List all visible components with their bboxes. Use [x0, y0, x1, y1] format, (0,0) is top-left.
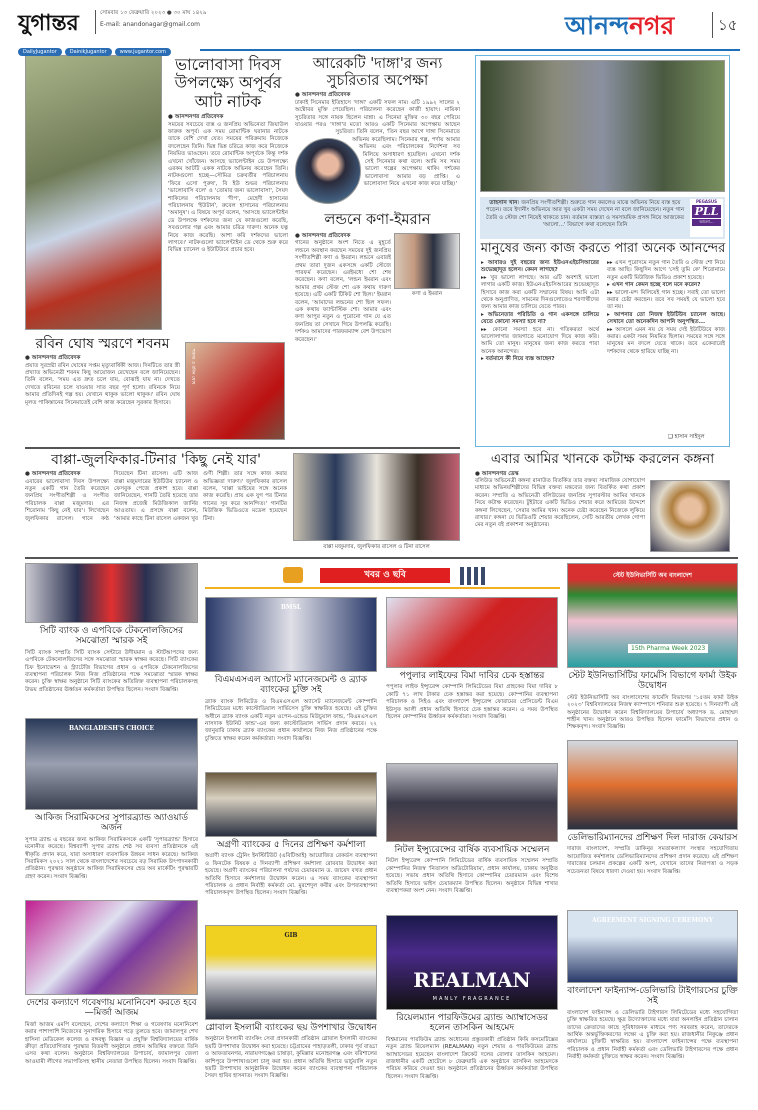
news-item [567, 563, 738, 735]
answer: ▸▸ ভালো-মন্দ মিলিয়েই গান হচ্ছে। সবাই তো ভালো করার চেষ্টা করছেন। তবে সব সময়ই যে ভালো হবে তা নয়। [607, 289, 725, 311]
news-item [205, 772, 377, 920]
photo-subtext: MANLY FRAGRANCE [432, 996, 512, 1002]
story-bappa [25, 452, 287, 553]
news-item [386, 763, 558, 910]
section-title [565, 6, 674, 49]
story-sucharita [295, 56, 460, 210]
banner-rule [205, 587, 560, 589]
news-photo [25, 900, 198, 995]
headline: বাপ্পা-জুলফিকার-টিনার 'কিছু নেই যার' [51, 452, 261, 468]
banner-title: খবর ও ছবি [320, 568, 450, 583]
body-text: ঢাকাই সিনেমার ইতিহাসে 'দাঙ্গা' একটি সফল নাম। এটি ১৯৯২ সালের ২ অক্টোবর মুক্তি পেয়েছিল। পরিচালনা করেছেন কাজী হায়াৎ। নায়িকা সুচরিতার সঙ্গে নায়ক ছিলেন মান্না। এ সিনেমা মুক্তির ৩০ বছর পেরিয়ে যাওয়ার পরও 'দাঙ্গা'র মতো আরও একটি সিনেমার অপেক্ষায় আছেন সুচরিতা। তিনি বলেন, 'তিন বছর আগে দাঙ্গা সিনেমাতে অভিনয় করেছিলাম। সিনেমার গল্প, পর্দায় আমার অভিনয় এবং পরিচালকের নির্দেশনা সব মিলিয়ে অসাধারণ হয়েছিল। এখনো দর্শক সেই সিনেমার কথা বলে। আমি সব সময় ভালো গল্পের অপেক্ষায় থাকি। দর্শকের ভালোবাসা আমার বড় প্রাপ্তি। এ ভালোবাসা নিয়ে এখনো কাজ করে যাচ্ছি।' [295, 99, 460, 188]
headline: ভালোবাসা দিবস উপলক্ষ্যে অপূর্বর আট নাটক [174, 55, 282, 111]
sponsor-tag: আলো... [692, 219, 721, 226]
story-kangana [475, 452, 645, 553]
masthead-logo[interactable]: যুগান্তর [18, 10, 79, 36]
answer: ▸▸ আসলে এমন নয় যে সময় দেই ইউটিউবে কাজ করার। একটা সময় নিয়মিত ছিলাম। সময়ের সঙ্গে সঙ্গে মানুষের মন বদলে যেতে থাকে। তবে একেবারেই দর্শকদের থেকে হারিয়ে যাচ্ছি না। [607, 326, 725, 355]
news-photo [25, 718, 198, 810]
news-headline: বিএমএসএল অ্যাসেট ম্যানেজমেন্ট ও ব্র্যাক ব্যাংকের চুক্তি সই [214, 675, 368, 696]
qa-body [479, 260, 727, 431]
email[interactable]: E-mail: anandonagar@gmail.com [100, 21, 200, 28]
news-body: সুপার ব্র্যান্ড এ বছরের জন্য আকিজ সিরামিকসকে একটি 'সুপারব্র্যান্ড' হিসাবে মনোনীত করেছে। বিশ্বব্যাপী সুপার ব্র্যান্ড শেষ্ঠ সব ব্যবসা প্রতিষ্ঠানকে এই স্বীকৃতি প্রদান করে, যারা অসাধারণ ব্যবসায়িক উন্নয়ন সাধন করেছে। আকিজ সিরামিকস ২০২১ সাল থেকে বাংলাদেশের সবচেয়ে বড় সিরামিক উৎপাদনকারী প্রতিষ্ঠান। পুরস্কার অনুষ্ঠানে আকিজ সিরামিকসের হেড অব মার্কেটিং পুরস্কারটি গ্রহণ করেন। সংবাদ বিজ্ঞপ্তি। [25, 836, 198, 880]
news-photo [567, 740, 738, 830]
news-headline: অগ্রণী ব্যাংকের ৫ দিনের প্রশিক্ষণ কর্মশালা [216, 840, 366, 850]
news-item [386, 915, 558, 1108]
section-divider [25, 557, 738, 559]
news-body: সিটি ব্যাংক সম্প্রতি সিটি ব্যাংক সেন্টারে উদীয়মান ও স্টার্টআপদের জন্য এপবিকে টেকনোলজিসের সঙ্গে সমঝোতা স্মারক স্বাক্ষর করেছে। সিটি ব্যাংকের চিফ ইনোভেশন ও স্ট্র্যাটেজি বিভাগের প্রধান ও এপবিকে টেকনোলজিসের ব্যবস্থাপনা পরিচালক নিজ নিজ প্রতিষ্ঠানের পক্ষে সমঝোতা স্মারক স্বাক্ষর করেন। চুক্তি স্বাক্ষর অনুষ্ঠানে সিটি ব্যাংকের অতিরিক্ত ব্যবস্থাপনা পরিচালকসহ উভয় প্রতিষ্ঠানের ঊর্ধ্বতন কর্মকর্তারা উপস্থিত ছিলেন। সংবাদ বিজ্ঞপ্তি। [25, 649, 198, 693]
answer: ▸▸ এখন পুরোদমে নতুন গান তৈরি ও স্টেজ শো নিয়ে ব্যস্ত আছি। কিছুদিন আগে 'সেই তুমি কে' শিরোনামে নতুন একটি মিউজিক ভিডিও প্রকাশ হয়েছে। [607, 259, 725, 281]
date-line: সোমবার ১৩ ফেব্রুয়ারি ২০২৩ ● ৩০ মাঘ ১৪২৯ [100, 10, 207, 16]
question: ▸ বর্তমানে কী নিয়ে ব্যস্ত আছেন? [481, 356, 555, 363]
question: ▸ অভিনেতার পরিচিতি ও গান একসঙ্গে চালিয়ে যেতে কোনো সমস্যা হবে না? [481, 311, 599, 326]
news-item [25, 718, 198, 896]
article-body [475, 471, 645, 553]
photo-apurba-guitar [25, 55, 162, 330]
headline: এবার আমির খানকে কটাক্ষ করলেন কঙ্গনা [490, 451, 715, 467]
photo-text: BMSL [280, 604, 302, 611]
news-item [205, 925, 377, 1108]
news-photo [25, 563, 198, 623]
news-photo [386, 915, 558, 1010]
article-body [295, 233, 391, 343]
news-headline: গ্লোবাল ইসলামী ব্যাংকের ছয় উপশাখার উদ্বোধন [205, 1023, 377, 1033]
news-body: মির্জা আজম এমপি বলেছেন, দেশের কল্যাণে শিক্ষা ও গবেষণায় মনোনিবেশ করার পাশাপাশি নিজেদের সুনাগরিক হিসাবে গড়ে তুলতে হবে। জামালপুর শেখ হাসিনা মেডিকেল কলেজ ও বঙ্গবন্ধু বিজ্ঞান ও প্রযুক্তি বিশ্ববিদ্যালয়ের বার্ষিক ক্রীড়া প্রতিযোগিতার পুরস্কার বিতরণী অনুষ্ঠানে প্রধান অতিথির বক্তব্যে তিনি এসব কথা বলেন। অনুষ্ঠানে বিশ্ববিদ্যালয়ের উপাচার্য, জামালপুর জেলা আওয়ামী লীগের সভাপতিসহ স্থানীয় নেতারা উপস্থিত ছিলেন। সংবাদ বিজ্ঞপ্তি। [25, 1021, 198, 1065]
body-text: সময়ের সবচেয়ে ব্যস্ত ও জনপ্রিয় অভিনেতা জিয়াউল ফারুক অপূর্ব। এক সময় রোমান্টিক ঘরানার নাটকে তাকে বেশি দেখা যেত। সময়ের পরিক্রমায় নিজেকে বদলেছেন তিনি। ভিন্ন ভিন্ন চরিত্রে কাজ করে নিজেকে নিয়মিত ভাঙছেন। তবে রোমান্টিক অপূর্বকে কিন্তু দর্শক এখনো খোঁজেন। আসছে ভ্যালেন্টাইন ডে উপলক্ষ্যে এরকম আটটি একক নাটকে অভিনয় করেছেন তিনি। নাটকগুলো হচ্ছে—সৌমিত্র চক্রবর্তীর পরিচালনায় 'ফিরে এসো পুরুষ', বি ইউ শুভর পরিচালনায় 'ভালোবাসি বলে' ও 'তোমার জন্য ভালোবাসা', সৈয়দ শাকিলের পরিচালনায় 'দীপ', মেহেদী হাসানের পরিচালনায় 'ইউটার্ন', রুবেল হাসানের পরিচালনায় 'অমানুষ'। এ বিষয়ে অপূর্ব বলেন, 'আসছে ভ্যালেন্টাইন ডে উপলক্ষে দর্শকদের জন্য যে কাজগুলো করেছি, সবগুলোর গল্প এবং আমার চরিত্র দারুণ। অনেক যত্ন নিয়ে কাজ করেছি। আশা করি দর্শকদের ভালো লাগবে।' নাটকগুলো ভ্যালেন্টাইন ডে থেকে শুরু করে বিভিন্ন চ্যানেল ও ইউটিউবে প্রচার হবে। [168, 121, 288, 254]
photo-text: GIB [284, 932, 298, 939]
interviewee-name: তাহসান খান [489, 200, 518, 206]
photo-shabnam-robin [185, 342, 285, 440]
news-body: অনুষ্ঠানে ইসলামী ব্যাংকিং সেবা প্রদানকারী প্রতিষ্ঠান গ্লোবাল ইসলামী ব্যাংকের ছয়টি উপশাখার উদ্বোধন করা হয়েছে। চট্টগ্রামের পাহাড়তলী, ঢাকার পূর্ব বাড্ডা ও আফতাবনগর, নারায়ণগঞ্জের চাষাড়া, কুমিল্লার মনোহরগঞ্জ এবং বরিশালের কাশিপুরে উপশাখাগুলো চালু করা হয়। প্রধান অতিথি হিসাবে ভার্চুয়ালি নতুন ছয়টি উপশাখার আনুষ্ঠানিক উদ্বোধন করেন ব্যাংকের ব্যবস্থাপনা পরিচালক সৈয়দ হাবিব হাসনাত। সংবাদ বিজ্ঞপ্তি। [205, 1036, 377, 1080]
byline: ● আনন্দনগর প্রতিবেদক [25, 355, 81, 362]
news-headline: স্টেট ইউনিভার্সিটির ফার্মেসি বিভাগে ফার্মা উইক উদ্বোধন [568, 671, 737, 692]
body-text: বলিউড অভিনেত্রী কঙ্গনা রানাউত বিতর্কিত তার বক্তব্য সামাজিক যোগাযোগ মাধ্যমে অভিনয়শিল্পীদের বিভিন্ন বক্তব্য মন্তব্যের জন্য বিতর্কিত কথা প্রকাশ করেন। সম্প্রতি এ অভিনেত্রী বলিউডের জনপ্রিয় সুপারস্টার আমির খানকে নিয়ে কটাক্ষ করেছেন। টুইটারে একটি ভিডিও শেয়ার করে আমিরের উদ্দেশে কঙ্গনা লিখেছেন, 'সেরার আমির খান। অনেক চেষ্টা করেছেন নিজেকে লুকিয়ে রাখার।' কঙ্গনা যে ভিডিওটি শেয়ার করেছিলেন, সেটি আরতীয় লেখক গোপা মের নতুন বই প্রকাশনা অনুষ্ঠানের। [475, 477, 645, 529]
news-item [25, 563, 198, 713]
section-divider [25, 447, 460, 449]
news-photo [205, 597, 377, 672]
body-text: এবারের ভালোবাসা দিবস উপলক্ষ্যে নতুন একটি গান তৈরি করেছেন জনপ্রিয় সংগীতশিল্পী ও সংগীত পরিচালক বাপ্পা মজুমদার। এর শিরোনাম 'কিছু নেই যার'। লিখেছেন জুলফিকার রাসেল। গানে কণ্ঠ দিয়েছেন টিনা রাসেল। এটি আজ বাপ্পা মজুমদারের ইউটিউব চ্যানেল ও ফেসবুক পেজে প্রকাশ হবে। বাপ্পা জানিয়েছেন, গানটি তৈরি হয়েছে তার নিজস্ব প্রজেক্ট মিউজিকাল জার্নির আওতায়। এ প্রসঙ্গে বাপ্পা বলেন, 'আমার কাছে টিনা রাসেল একজন খুব গুণী শিল্পী। তার সঙ্গে কাজ করার অভিজ্ঞতা দারুণ।' জুলফিকার রাসেল বলেন, 'বাপ্পা ভাইয়ের সঙ্গে অনেক কাজ করেছি। প্রায় এক যুগ পর টিনার গানের সুর করে আনন্দিত।' গানটির মিউজিক ভিডিওতে মডেল হয়েছেন টিনা। [25, 471, 287, 522]
news-headline: আকিজ সিরামিকসের সুপারব্র্যান্ড অ্যাওয়ার্ড অর্জন [34, 813, 189, 834]
news-photo [386, 763, 558, 842]
photo-credit: শবনম ও রবিন ঘোষ [190, 349, 195, 385]
sponsor-name: PLL [692, 205, 721, 218]
news-headline: নিটল ইন্স্যুরেন্সের বার্ষিক ব্যবসায়িক সম্মেলন [394, 845, 550, 855]
byline: ● আনন্দনগর প্রতিবেদক [168, 114, 224, 121]
byline: ● আনন্দনগর ডেস্ক [475, 470, 519, 477]
question: ▸ আপনার তো নিজস্ব ইউটিউব চ্যানেল আছে। সেখানে তো অনেকদিন আপনি অনুপস্থিত... [607, 311, 725, 326]
photo-banner-text: 15th Pharma Week 2023 [628, 644, 708, 653]
article-body [168, 114, 288, 332]
news-photo [567, 910, 738, 983]
news-body: স্টেট ইউনিভার্সিটি অব বাংলাদেশের ফার্মেসি বিভাগের '১৫তম ফার্মা উইক ২০২৩' বিশ্ববিদ্যালয়ের নিজস্ব ক্যাম্পাসে শনিবার শুরু হয়েছে। ৭ দিনব্যাপী এই অনুষ্ঠানের উদ্বোধন করেন বিশ্ববিদ্যালয়ের উপাচার্য অধ্যাপক ড. মোহাম্মদ শাহীন খান। অনুষ্ঠানে আরও উপস্থিত ছিলেন ফার্মেসি বিভাগের প্রধান ও শিক্ষকবৃন্দ। সংবাদ বিজ্ঞপ্তি। [567, 694, 738, 731]
news-item [25, 900, 198, 1108]
answer: ▸▸ খুব ভালো লাগছে। আর এটি অবশ্যই ভালো লাগার একটি কাজ। ইউএনএইচসিআরের শুভেচ্ছাদূত হিসাবে কাজ করা একটি সম্মানের বিষয়। আমি এটা থেকে অনুপ্রাণিত, সামনের দিনগুলোতেও শরণার্থীদের জন্য আমার কাজ চালিয়ে যেতে পারব। [481, 274, 599, 311]
photo-text: স্টেট ইউনিভার্সিটি অব বাংলাদেশ [613, 572, 692, 579]
photo-text: BANGLADESH'S CHOICE [68, 725, 155, 732]
author-credit: ❑ হাসান সাইদুল [668, 434, 705, 440]
page-number: ১৫ [718, 16, 738, 34]
photo-sucharita [295, 138, 361, 204]
news-headline: পপুলার লাইফের বিমা দাবির চেক হস্তান্তর [399, 671, 545, 681]
article-body [25, 355, 180, 442]
news-body: দারাজ বাংলাদেশ, সম্প্রতি ডাকিনুর সমতাকল্যাণ সংস্থার সহযোগিতায় আয়োজিত কর্মশালায় ডেলিভারিম্যানদের প্রশিক্ষণ প্রদান করেছে। এই প্রশিক্ষণ দারাজের চলমান প্রকল্পের একটি অংশ, যেখানে তাদের নিরাপত্তা ও সড়ক সচেতনতা বিষয়ে ধারণা দেওয়া হয়। সংবাদ বিজ্ঞপ্তি। [567, 846, 738, 875]
photo-bappa-zulfiqar-tina [293, 453, 460, 541]
divider [95, 10, 96, 34]
question: ▸ এখন গান কেমন হচ্ছে বলে মনে করেন? [607, 282, 701, 289]
question: ▸ আবারও দুই বছরের জন্য ইউএনএইচসিআরের শুভেচ্ছাদূত হলেন। কেমন লাগছে? [481, 259, 599, 274]
news-body: অগ্রণী ব্যাংক ট্রেনিং ইনস্টিটিউট (এবিটিআই) আয়োজিত রেকর্ডস ব্যবস্থাপনা ও ফিনটেক বিষয়ক ৫ দিনব্যাপী প্রশিক্ষণ কর্মশালা রোববার উদ্বোধন করা হয়েছে। অগ্রণী ব্যাংকের পরিচালনা পর্ষদের চেয়ারম্যান ড. জায়েদ বখত প্রধান অতিথি হিসাবে কর্মশালার উদ্বোধন করেন। এ সময় ব্যাংকের ব্যবস্থাপনা পরিচালক ও প্রধান নির্বাহী কর্মকর্তা মো. মুরশেদুল কবীর এবং উপব্যবস্থাপনা পরিচালকবৃন্দ উপস্থিত ছিলেন। সংবাদ বিজ্ঞপ্তি। [205, 853, 377, 897]
news-item [386, 597, 558, 758]
byline: ● আনন্দনগর প্রতিবেদক [25, 471, 81, 478]
social-links [18, 38, 174, 57]
news-headline: সিটি ব্যাংক ও এপবিকে টেকনোলজিসের সমঝোতা স্মারক সই [39, 626, 184, 647]
header-rule [200, 49, 740, 51]
body-text: প্রয়াত সুরস্রষ্টা রবিন ঘোষের সপ্তম মৃত্যুবার্ষিকী আজ। দিনটিতে তার স্ত্রী প্রখ্যাত অভিনেত্রী শবনম কিছু আয়োজন রেখেছেন বলে জানিয়েছেন। তিনি বলেন, 'সময় এত দ্রুত চলে যায়, বোঝাই যায় না। দেখতে দেখতে রবিনের চলে যাওয়ার সাত বছর পূর্ণ হলো। রবিনকে নিয়ে আমার প্রতিদিনই গল্প হয়। যেখানে থাকুক ভালো থাকুক।' রবিন ঘোষ মূলত পাকিস্তানের সিনেমাতেই বেশি কাজ করেছেন সুরকার হিসাবে। [25, 362, 180, 406]
photo-text: REALMAN [413, 968, 531, 992]
news-photo [205, 772, 377, 837]
news-body: বিশ্বমানের পারফিউম ব্র্যান্ড অধোনের প্রস্তুতকারী প্রতিষ্ঠান কিমি কসমেটিক্সের নতুন ব্র্যান্ড রিয়েলম্যান (REALMAN) নতুন শেয়ার ও পারফিউমের ব্র্যান্ড অ্যাম্বাসেডর হয়েছেন বাংলাদেশ ক্রিকেট দলের বোলার তাসকিন আহমেদ। রাজধানীর একটি হোটেলে ৮ ফেব্রুয়ারি এক অনুষ্ঠানে তাসকিন আহমেদকে পরিচয় করিয়ে দেওয়া হয়। অনুষ্ঠানে প্রতিষ্ঠানের ঊর্ধ্বতন কর্মকর্তারা উপস্থিত ছিলেন। সংবাদ বিজ্ঞপ্তি। [386, 1036, 558, 1080]
article-body [295, 92, 460, 210]
photo-caption: কণা ও ইমরান [411, 291, 443, 297]
interview-content [479, 242, 727, 431]
photo-kangana [650, 480, 730, 552]
section-title-b: নগর [629, 11, 675, 40]
body-text: গানের অনুষ্ঠানে অংশ নিতে এ মুহূর্তে লন্ডনে অবস্থান করছেন সময়ের দুই জনপ্রিয় সংগীতশিল্পী কণা ও ইমরান। লন্ডনে এবারই প্রথম তারা দুজন একসঙ্গে একটি স্টেজে পারফর্ম করেছেন। এরইমধ্যে শো শেষ করেছেন। কণা বলেন, 'লন্ডন ইমরান এবং আমার প্রথম স্টেজ শো এক কথায় দারুণ হয়েছে। এটি একটি টিকিট শো ছিল।' ইমরান বলেন, 'আমাদের লন্ডনের শো ছিল সফল। এক কথায় ফ্যান্টাস্টিক শো। আমার এবং কণা আপুর নতুন ও পুরোনো গান যে এত জনপ্রিয় তা সেখানে গিয়ে উপলব্ধি করেছি। দর্শকও আমাদের পারফরম্যান্স বেশ উপভোগ করেছেন।' [295, 240, 391, 343]
answer: ▸▸ কোনো সমস্যা হবে না। গতিকরতা অর্থে ভালোলাগার জায়গাতে মনোযোগ দিয়ে কাজ করি। আমি তো মানুষ। মানুষের জন্য কাজ করতে পারা অনেক আনন্দের। [481, 326, 599, 355]
news-headline: ডেলিভারিম্যানদের প্রশিক্ষণ দিল দারাজ কেয়ারস [567, 833, 738, 843]
byline: ● আনন্দনগর প্রতিবেদক [295, 92, 351, 99]
news-photo [386, 597, 558, 668]
story-apurba [168, 56, 288, 332]
headline: লন্ডনে কণা-ইমরান [324, 212, 431, 228]
news-body: পপুলার লাইফ ইন্স্যুরেন্স কোম্পানি লিমিটেডের বিমা গ্রাহকের বিমা দাবির ৮ কোটি ৭১ লাখ টাকার চেক হস্তান্তর করা হয়েছে। কোম্পানির ব্যবস্থাপনা পরিচালক ও সিইও এবং বাংলাদেশ ইন্স্যুরেন্স ফোরামের প্রেসিডেন্ট বিএম ইউসুফ আলী প্রধান অতিথি হিসাবে চেক হস্তান্তর করেন। এ সময় উপস্থিত ছিলেন কোম্পানির ঊর্ধ্বতন কর্মকর্তারা। সংবাদ বিজ্ঞপ্তি। [386, 684, 558, 720]
photo-kona-imran [394, 233, 460, 289]
news-headline: রিয়েলম্যান পারফিউমের ব্র্যান্ড অ্যাম্বাসেডর হলেন তাসকিন আহমেদ [396, 1013, 548, 1034]
interview-intro [484, 200, 686, 238]
section-title-a: আনন্দ [565, 11, 630, 40]
news-body: ব্র্যাক ব্যাংক লিমিটেড ও বিএমএসএল অ্যাসেট ম্যানেজমেন্ট কোম্পানি লিমিটেডের মধ্যে কাস্টোডিয়াল সার্ভিসেস চুক্তি স্বাক্ষরিত হয়েছে। এই চুক্তির অধীনে ব্র্যাক ব্যাংক একটি নতুন ওপেন-এন্ডেড মিউচুয়াল ফান্ড, 'বিএমএসএল নাসদাক ইউনিট ফান্ড'-এর জন্য কাস্টোডিয়াল সার্ভিস প্রদান করবে। ২২ জানুয়ারি ঢাকায় ব্র্যাক ব্যাংকের প্রধান কার্যালয়ে নিজ নিজ প্রতিষ্ঠানের পক্ষে চুক্তিতে স্বাক্ষর করেন কর্মকর্তারা। সংবাদ বিজ্ঞপ্তি। [205, 698, 377, 742]
divider [712, 12, 713, 38]
photo-text: AGREEMENT SIGNING CEREMONY [592, 917, 713, 924]
headline: মানুষের জন্য কাজ করতে পারা অনেক আনন্দের [480, 241, 726, 256]
facebook-link[interactable]: DainikJugantor [65, 48, 112, 56]
news-headline: বাংলাদেশ ফাইন্যান্স-ডেলিভারি টাইগারসের চুক্তি সই [567, 986, 738, 1007]
news-item [205, 597, 377, 767]
sponsor-top: PEGASUS [695, 199, 718, 204]
article-body [25, 471, 287, 553]
sponsor-logo [690, 199, 723, 237]
photo-caption: বাপ্পা মজুমদার, জুলফিকার রাসেল ও টিনা রাসেল [323, 544, 430, 550]
headline: রবিন ঘোষ স্মরণে শবনম [35, 336, 170, 352]
people-icon [460, 567, 488, 585]
factory-icon [283, 567, 303, 583]
news-item [567, 910, 738, 1108]
news-photo [567, 563, 738, 668]
news-body: নিটল ইন্স্যুরেন্স কোম্পানি লিমিটেডের বার্ষিক ব্যবসায়িক সম্মেলন সম্প্রতি কোম্পানির নিজস্ব 'নিতালস অডিটোরিয়াম', প্রধান কার্যালয়, ঢাকায় অনুষ্ঠিত হয়েছে। সভায় প্রধান অতিথি হিসাবে কোম্পানির চেয়ারম্যান এবং বিশেষ অতিথি হিসাবে ভাইস চেয়ারম্যান উপস্থিত ছিলেন। অনুষ্ঠানে বিভিন্ন শাখার ব্যবস্থাপকরা অংশ নেন। সংবাদ বিজ্ঞপ্তি। [386, 858, 558, 894]
news-photo [205, 925, 377, 1020]
twitter-link[interactable]: DailyJugantor [18, 48, 62, 56]
website-link[interactable]: www.jugantor.com [115, 48, 171, 56]
byline: ● আনন্দনগর প্রতিবেদক [295, 233, 351, 239]
section-banner [205, 563, 560, 591]
news-body: বাংলাদেশ ফাইন্যান্স ও ডেলিভারি টাইগারস লিমিটেডের মধ্যে সহযোগিতা চুক্তি স্বাক্ষরিত হয়েছে। ক্ষুদ্র উদ্যোক্তাদের মধ্যে যারা অনলাইন প্রতিষ্ঠান চালান তাদের ক্রেতাদের কাছে সুবিধাজনক মাধ্যমে পণ্য সরবরাহ করেন, তাদেরকে আর্থিক অন্তর্ভুক্তিকরণের লক্ষ্যে এ চুক্তি করা হয়। রাজধানীর নিকুঞ্জে প্রধান কার্যালয়ে চুক্তিটি স্বাক্ষরিত হয়। বাংলাদেশ ফাইন্যান্সের পক্ষে ব্যবস্থাপনা পরিচালক ও প্রধান নির্বাহী কর্মকর্তা এবং ডেলিভারি টাইগারসের পক্ষে প্রধান নির্বাহী কর্মকর্তা চুক্তিতে স্বাক্ষর করেন। সংবাদ বিজ্ঞপ্তি। [567, 1009, 738, 1061]
story-shabnam [25, 336, 180, 442]
intro-text: । জনপ্রিয় সংগীতশিল্পী। শুরুতে গান করলেও মাঝে অভিনয় নিয়ে ব্যস্ত হয়ে পড়েন। তবে ইদানীং অভিনয়ে আর খুব একটা সময় দেখেন না বলে জানিয়েছেন। নতুন গান তৈরি ও স্টেজ শো নিয়েই থাকতে চান। বর্তমান ব্যস্ততা ও সমসাময়িক প্রসঙ্গ নিয়ে আজকের 'আলো...' বিভাগে কথা বলেছেন তিনি [485, 200, 685, 229]
news-item [567, 740, 738, 905]
news-headline: দেশের কল্যাণে গবেষণায় মনোনিবেশ করতে হবে—মির্জা আজম [26, 998, 197, 1019]
headline: আরেকটি 'দাঙ্গা'র জন্য সুচরিতার অপেক্ষা [312, 56, 443, 89]
photo-tahsan [480, 60, 725, 192]
